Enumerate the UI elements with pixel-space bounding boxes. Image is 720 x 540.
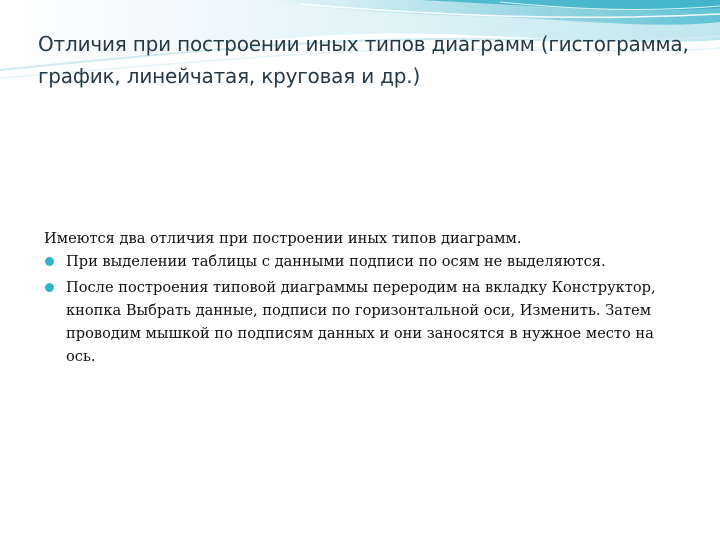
list-item <box>44 276 684 368</box>
bullet-icon <box>45 283 54 292</box>
slide-body <box>44 227 684 371</box>
bullet-icon <box>45 257 54 266</box>
bullet-text: При выделении таблицы с данными подписи по осям не выделяются. <box>66 253 606 270</box>
bullet-list <box>44 250 684 368</box>
list-item <box>44 250 684 273</box>
slide-title: Отличия при построении иных типов диаграмм (гистограмма, график, линейчатая, круговая и др.) <box>38 32 689 88</box>
intro-text: Имеются два отличия при построении иных типов диаграмм. <box>44 230 522 247</box>
bullet-text: После построения типовой диаграммы перeродим на вкладку Конструктор, кнопка Выбрать данные, подписи по горизонтальной оси, Изменить. Затем проводим мышкой по подписям данных и они заносятся в нужное место на ось. <box>66 279 656 365</box>
